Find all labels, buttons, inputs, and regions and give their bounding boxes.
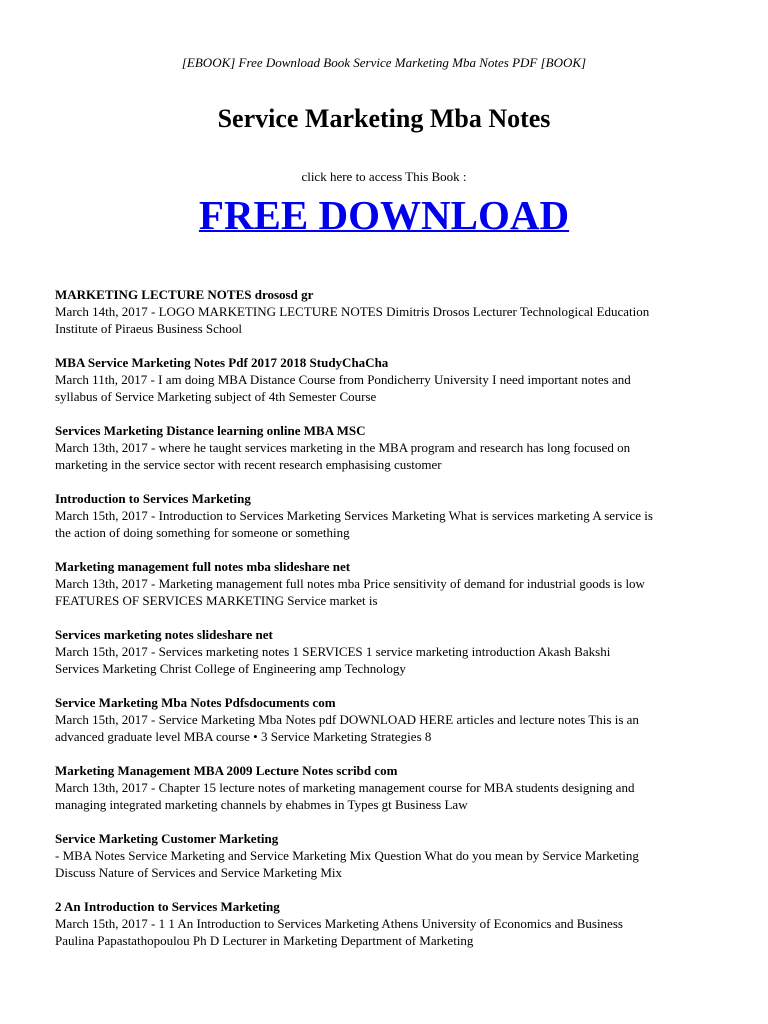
entry-title: MBA Service Marketing Notes Pdf 2017 2018 StudyChaCha — [55, 355, 389, 370]
list-item — [55, 286, 720, 337]
list-item — [55, 898, 720, 949]
entry-line: March 13th, 2017 - Chapter 15 lecture notes of marketing management course for MBA students designing and — [55, 780, 635, 795]
entry-line: marketing in the service sector with recent research emphasising customer — [55, 457, 442, 472]
entry-line: managing integrated marketing channels by ehabmes in Types gt Business Law — [55, 797, 468, 812]
entry-title: Marketing management full notes mba slideshare net — [55, 559, 351, 574]
entry-line: Paulina Papastathopoulou Ph D Lecturer in Marketing Department of Marketing — [55, 933, 474, 948]
entry-line: Institute of Piraeus Business School — [55, 321, 243, 336]
list-item — [55, 490, 720, 541]
entry-line: - MBA Notes Service Marketing and Service Marketing Mix Question What do you mean by Service Marketing — [55, 848, 639, 863]
entry-description — [55, 915, 720, 949]
entry-description — [55, 371, 720, 405]
entry-line: syllabus of Service Marketing subject of 4th Semester Course — [55, 389, 377, 404]
entry-line: FEATURES OF SERVICES MARKETING Service market is — [55, 593, 378, 608]
entry-line: March 11th, 2017 - I am doing MBA Distance Course from Pondicherry University I need important notes and — [55, 372, 631, 387]
entry-title: Marketing Management MBA 2009 Lecture Notes scribd com — [55, 763, 398, 778]
list-item — [55, 626, 720, 677]
access-instruction: click here to access This Book : — [301, 169, 467, 184]
entry-description — [55, 643, 720, 677]
entry-description — [55, 847, 720, 881]
list-item — [55, 830, 720, 881]
entry-line: March 15th, 2017 - Service Marketing Mba Notes pdf DOWNLOAD HERE articles and lecture notes This is an — [55, 712, 639, 727]
entry-description — [55, 439, 720, 473]
entry-description — [55, 303, 720, 337]
entry-description — [55, 507, 720, 541]
list-item — [55, 422, 720, 473]
entry-title: Service Marketing Customer Marketing — [55, 831, 279, 846]
ebook-header-line: [EBOOK] Free Download Book Service Marketing Mba Notes PDF [BOOK] — [181, 55, 587, 70]
list-item — [55, 762, 720, 813]
entry-title: Service Marketing Mba Notes Pdfsdocuments com — [55, 695, 336, 710]
entry-description — [55, 711, 720, 745]
entry-line: Discuss Nature of Services and Service Marketing Mix — [55, 865, 343, 880]
entry-title: Services marketing notes slideshare net — [55, 627, 273, 642]
entry-line: advanced graduate level MBA course • 3 Service Marketing Strategies 8 — [55, 729, 432, 744]
entry-line: March 13th, 2017 - Marketing management full notes mba Price sensitivity of demand for industrial goods is low — [55, 576, 645, 591]
entry-line: March 15th, 2017 - Services marketing notes 1 SERVICES 1 service marketing introduction Akash Bakshi — [55, 644, 611, 659]
list-item — [55, 694, 720, 745]
entry-title: 2 An Introduction to Services Marketing — [55, 899, 280, 914]
entry-line: March 15th, 2017 - 1 1 An Introduction to Services Marketing Athens University of Economics and Business — [55, 916, 623, 931]
page-title: Service Marketing Mba Notes — [217, 104, 551, 133]
list-item — [55, 354, 720, 405]
entry-description — [55, 779, 720, 813]
free-download-link[interactable]: FREE DOWNLOAD — [198, 192, 570, 238]
free-download-container — [0, 190, 768, 240]
entry-line: March 14th, 2017 - LOGO MARKETING LECTURE NOTES Dimitris Drosos Lecturer Technological Education — [55, 304, 650, 319]
entry-title: Services Marketing Distance learning online MBA MSC — [55, 423, 366, 438]
entry-description — [55, 575, 720, 609]
entry-line: March 15th, 2017 - Introduction to Services Marketing Services Marketing What is services marketing A service is — [55, 508, 653, 523]
entry-title: Introduction to Services Marketing — [55, 491, 251, 506]
entry-list — [55, 286, 720, 966]
list-item — [55, 558, 720, 609]
entry-line: March 13th, 2017 - where he taught services marketing in the MBA program and research has long focused on — [55, 440, 631, 455]
entry-line: the action of doing something for someone or something — [55, 525, 350, 540]
entry-title: MARKETING LECTURE NOTES drososd gr — [55, 287, 314, 302]
entry-line: Services Marketing Christ College of Engineering amp Technology — [55, 661, 406, 676]
